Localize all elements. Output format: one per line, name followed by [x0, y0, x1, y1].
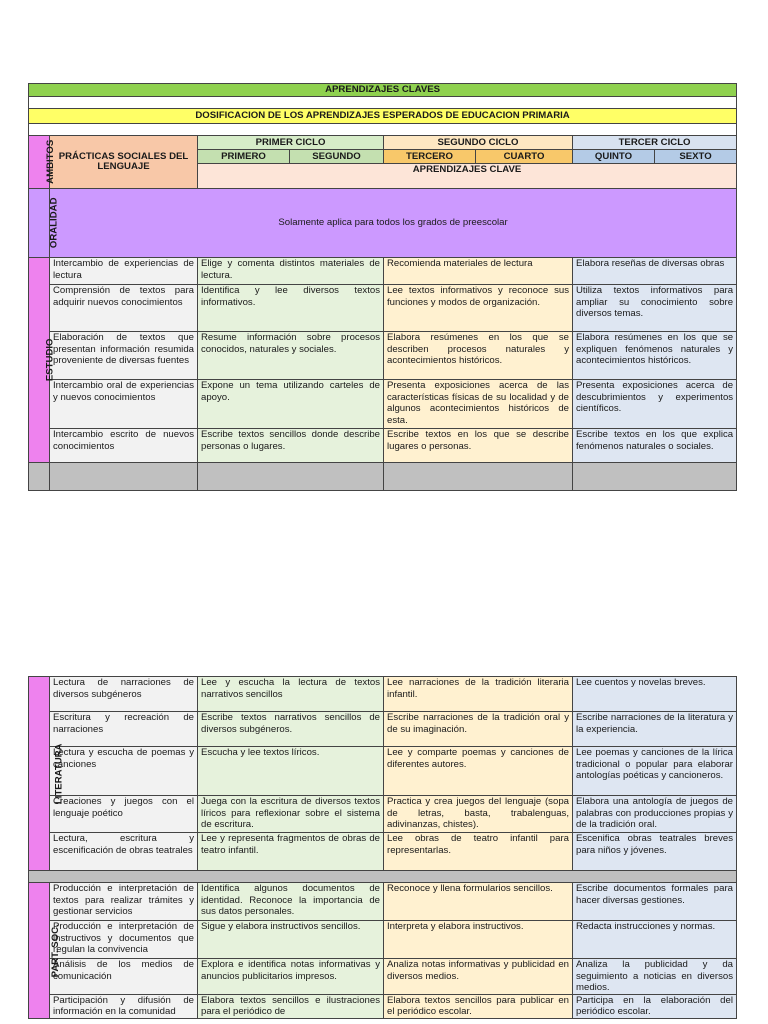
table-cell: Recomienda materiales de lectura — [384, 258, 573, 285]
table-cell: Escribe narraciones de la literatura y la experiencia. — [573, 712, 737, 747]
oralidad-note: Solamente aplica para todos los grados de preescolar — [50, 189, 737, 258]
table-cell: Lee cuentos y novelas breves. — [573, 677, 737, 712]
table-cell: Lee poemas y canciones de la lírica tradicional o popular para elaborar antologías poéticas y cancioneros. — [573, 747, 737, 796]
table-cell: Creaciones y juegos con el lenguaje poético — [50, 796, 198, 833]
tercer-ciclo-header: TERCER CICLO — [573, 136, 737, 150]
table-cell: Lectura de narraciones de diversos subgéneros — [50, 677, 198, 712]
table-cell: Participa en la elaboración del periódico escolar. — [573, 994, 737, 1018]
table-cell: Lectura y escucha de poemas y canciones — [50, 747, 198, 796]
table-cell: Practica y crea juegos del lenguaje (sopa de letras, basta, trabalenguas, adivinanzas, chistes). — [384, 796, 573, 833]
table-cell: Análisis de los medios de comunicación — [50, 959, 198, 995]
grade-primero: PRIMERO — [198, 150, 290, 164]
table-cell: Elabora resúmenes en los que se expliquen fenómenos naturales y acontecimientos históricos. — [573, 332, 737, 380]
table-cell: Elaboración de textos que presentan información resumida proveniente de diversas fuentes — [50, 332, 198, 380]
table-subtitle: DOSIFICACION DE LOS APRENDIZAJES ESPERADOS DE EDUCACION PRIMARIA — [29, 109, 737, 124]
footer-cell — [50, 463, 198, 491]
table-cell: Escribe narraciones de la tradición oral y de su imaginación. — [384, 712, 573, 747]
table-cell: Producción e interpretación de textos para realizar trámites y gestionar servicios — [50, 883, 198, 921]
grade-tercero: TERCERO — [384, 150, 476, 164]
grade-segundo: SEGUNDO — [290, 150, 384, 164]
part-soc-ambito — [29, 883, 61, 1019]
estudio-ambito — [29, 258, 56, 463]
dosificacion-table-bottom — [28, 676, 737, 1019]
table-cell: Elabora reseñas de diversas obras — [573, 258, 737, 285]
part-soc-label: PART. SOC. — [49, 923, 61, 978]
aprendizajes-clave-header: APRENDIZAJES CLAVE — [198, 164, 737, 189]
table-cell: Escribe documentos formales para hacer diversas gestiones. — [573, 883, 737, 921]
literatura-label: LITERATURA — [53, 743, 65, 804]
table-cell: Escucha y lee textos líricos. — [198, 747, 384, 796]
footer-cell — [198, 463, 384, 491]
table-cell: Resume información sobre procesos conocidos, naturales y sociales. — [198, 332, 384, 380]
table-cell: Producción e interpretación de instructivos y documentos que regulan la convivencia — [50, 921, 198, 959]
grade-cuarto: CUARTO — [476, 150, 573, 164]
table-cell: Intercambio de experiencias de lectura — [50, 258, 198, 285]
table-cell: Identifica algunos documentos de identidad. Reconoce la importancia de sus datos personales. — [198, 883, 384, 921]
table-cell: Intercambio escrito de nuevos conocimientos — [50, 429, 198, 463]
table-cell: Redacta instrucciones y normas. — [573, 921, 737, 959]
table-cell: Juega con la escritura de diversos textos líricos para reflexionar sobre el sistema de escritura. — [198, 796, 384, 833]
spacer-row — [29, 97, 737, 109]
table-title: APRENDIZAJES CLAVES — [29, 84, 737, 97]
table-cell: Lee y representa fragmentos de obras de teatro infantil. — [198, 833, 384, 871]
ambitos-header — [29, 136, 57, 189]
table-cell: Escribe textos narrativos sencillos de diversos subgéneros. — [198, 712, 384, 747]
table-cell: Identifica y lee diversos textos informativos. — [198, 285, 384, 332]
literatura-ambito — [29, 677, 65, 871]
table-cell: Lee y comparte poemas y canciones de diferentes autores. — [384, 747, 573, 796]
table-cell: Expone un tema utilizando carteles de apoyo. — [198, 380, 384, 429]
grade-sexto: SEXTO — [655, 150, 737, 164]
table-cell: Escribe textos en los que explica fenómenos naturales o sociales. — [573, 429, 737, 463]
table-cell: Elabora textos sencillos para publicar en el periódico escolar. — [384, 994, 573, 1018]
table-cell: Explora e identifica notas informativas y anuncios publicitarios impresos. — [198, 959, 384, 995]
table-cell: Escenifica obras teatrales breves para niños y jóvenes. — [573, 833, 737, 871]
ambitos-label: AMBITOS — [45, 139, 57, 185]
table-cell: Elige y comenta distintos materiales de lectura. — [198, 258, 384, 285]
footer-cell — [573, 463, 737, 491]
table-cell: Elabora resúmenes en los que se describen procesos naturales y acontecimientos históricos. — [384, 332, 573, 380]
table-cell: Intercambio oral de experiencias y nuevos conocimientos — [50, 380, 198, 429]
practicas-header: PRÁCTICAS SOCIALES DEL LENGUAJE — [50, 136, 198, 189]
footer-cell — [29, 463, 50, 491]
table-cell: Escritura y recreación de narraciones — [50, 712, 198, 747]
table-cell: Sigue y elabora instructivos sencillos. — [198, 921, 384, 959]
table-cell: Utiliza textos informativos para ampliar su conocimiento sobre diversos temas. — [573, 285, 737, 332]
table-cell: Lee narraciones de la tradición literaria infantil. — [384, 677, 573, 712]
table-cell: Lee textos informativos y reconoce sus funciones y modos de organización. — [384, 285, 573, 332]
table-cell: Elabora una antología de juegos de palabras con producciones propias y de la tradición oral. — [573, 796, 737, 833]
oralidad-label: ORALIDAD — [48, 197, 60, 249]
estudio-label: ESTUDIO — [44, 338, 56, 382]
table-cell: Comprensión de textos para adquirir nuevos conocimientos — [50, 285, 198, 332]
grade-quinto: QUINTO — [573, 150, 655, 164]
table-cell: Elabora textos sencillos e ilustraciones para el periódico de — [198, 994, 384, 1018]
table-cell: Presenta exposiciones acerca de descubrimientos y experimentos científicos. — [573, 380, 737, 429]
primer-ciclo-header: PRIMER CICLO — [198, 136, 384, 150]
table-cell: Interpreta y elabora instructivos. — [384, 921, 573, 959]
table-cell: Escribe textos sencillos donde describe personas o lugares. — [198, 429, 384, 463]
table-cell: Escribe textos en los que se describe lugares o personas. — [384, 429, 573, 463]
spacer-row — [29, 124, 737, 136]
table-cell: Lectura, escritura y escenificación de obras teatrales — [50, 833, 198, 871]
table-cell: Lee obras de teatro infantil para representarlas. — [384, 833, 573, 871]
table-cell: Presenta exposiciones acerca de las características físicas de su localidad y de algunos acontecimientos históricos de esta. — [384, 380, 573, 429]
table-cell: Participación y difusión de información en la comunidad — [50, 994, 198, 1018]
segundo-ciclo-header: SEGUNDO CICLO — [384, 136, 573, 150]
table-cell: Analiza la publicidad y da seguimiento a noticias en diversos medios. — [573, 959, 737, 995]
footer-cell — [384, 463, 573, 491]
table-cell: Analiza notas informativas y publicidad en diversos medios. — [384, 959, 573, 995]
dosificacion-table-top — [28, 83, 737, 491]
separator-row — [29, 871, 737, 883]
oralidad-ambito — [29, 189, 60, 258]
table-cell: Lee y escucha la lectura de textos narrativos sencillos — [198, 677, 384, 712]
table-cell: Reconoce y llena formularios sencillos. — [384, 883, 573, 921]
